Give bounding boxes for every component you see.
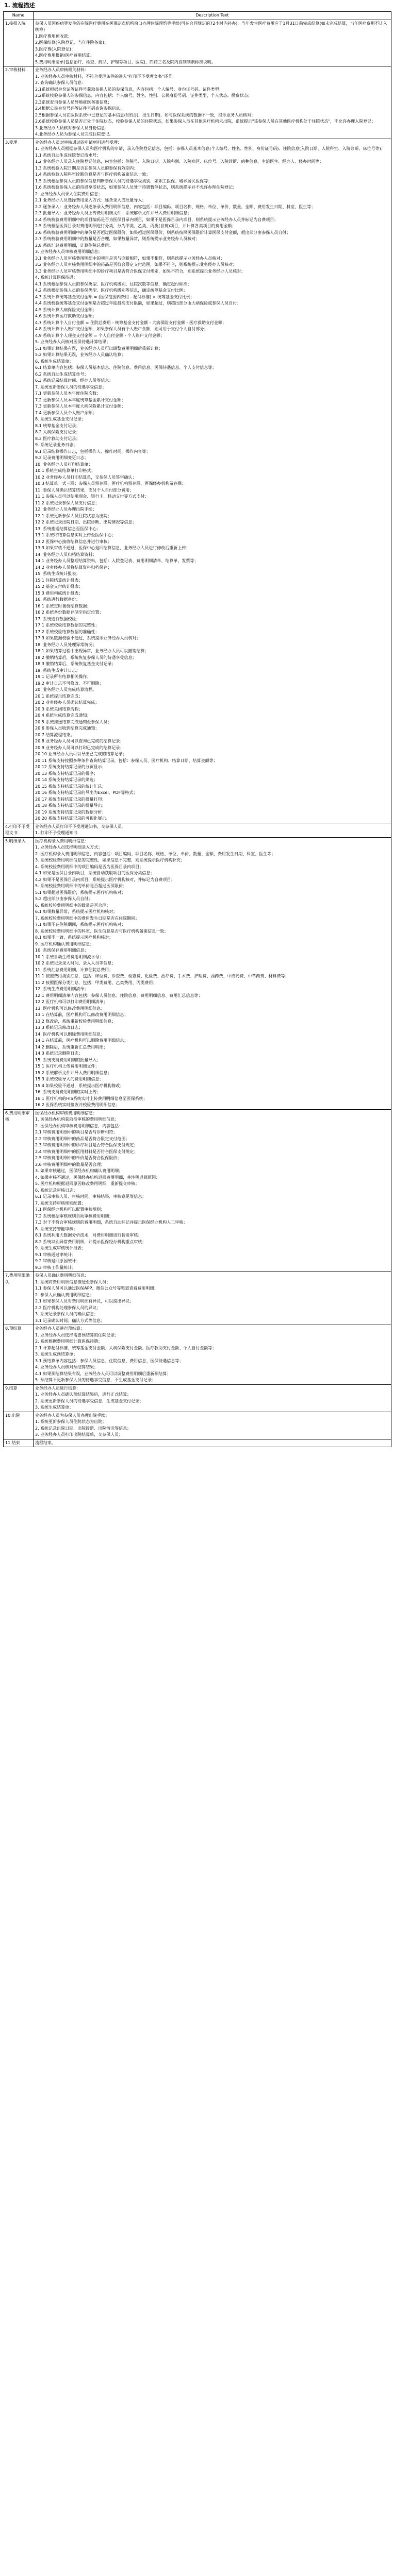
description-line: 15.4 如果校验不通过，系统提示医疗机构修改； bbox=[35, 1083, 124, 1088]
description-line: 12.2 医疗机构可以打印费用明细清单； bbox=[35, 999, 108, 1004]
process-table bbox=[3, 11, 391, 1447]
step-description-cell bbox=[34, 1325, 391, 1385]
description-line: 8.2 系统识别异常费用明细，并提示医保经办机构重点审核； bbox=[35, 1239, 146, 1244]
description-line: 业务经办人员对审核通过的申请材料进行受理： bbox=[35, 140, 122, 145]
description-line: 16.2 系统备份数据存储至指定位置； bbox=[35, 610, 104, 615]
description-line: 19.1 记录所有结算相关操作； bbox=[35, 674, 91, 679]
step-name-cell: 7.费用明细确认 bbox=[4, 1272, 34, 1325]
description-line: 10.2 系统记录录入时间、录入人员等信息； bbox=[35, 961, 116, 965]
description-line: 7. 系统更新参保人员的待遇享受信息； bbox=[35, 384, 107, 389]
step-description-cell bbox=[34, 1412, 391, 1439]
description-line: 9.1 记录结算操作日志，包括操作人、操作时间、操作内容等； bbox=[35, 449, 151, 454]
description-line: 2.1系统根据身份证等证件号获取参保人员的参保信息，内容包括：个人编号、身份证号码、证件类型； bbox=[35, 87, 223, 92]
description-line: 1.4 系统检验入院科室诊断信息是否与医疗机构备案信息一致； bbox=[35, 172, 151, 177]
description-line: 2.4 系统校验费用明细中的项目编码是否为医保目录内项目，如果不是医保目录内项目，则系统提示业务经办人员并标记为自费项目； bbox=[35, 217, 279, 222]
description-line: 5. 业务经办人员核对医保待遇计算结果； bbox=[35, 340, 111, 344]
description-line: 10.3 结算单一式三联：参保人员留存联、医疗机构留存联、医保经办机构留存联； bbox=[35, 481, 186, 486]
description-line: 2.医保结算(入院登记、当年住院备案)； bbox=[35, 40, 108, 45]
description-line: 14.1 在结算前，医疗机构可以删除费用明细信息； bbox=[35, 1038, 128, 1043]
table-row bbox=[4, 1109, 391, 1272]
description-line: 2. 医保经办机构审核费用明细信息，内容包括： bbox=[35, 1123, 123, 1128]
description-line: 18.3 撤销结算后，系统恢复基金支付记录； bbox=[35, 662, 116, 666]
description-line: 8. 系统支持智能审核； bbox=[35, 1226, 78, 1231]
description-line: 8.2 大病保险支付记录； bbox=[35, 430, 80, 434]
description-line: 2.2系统校验参保人的参保信息，内容包括：个人编号、姓名、性别、公民身份号码、证件类型，个人状态、缴费状态； bbox=[35, 93, 252, 98]
description-line: 12.1 系统更新参保人员住院状态为出院； bbox=[35, 513, 112, 518]
description-line: 15.1 医疗机构上传费用明细文件； bbox=[35, 1064, 100, 1069]
description-line: 2.2 审核费用明细中的药品是否符合限定支付范围； bbox=[35, 1136, 130, 1141]
description-line: 7.2 更新参保人员本年度统筹基金累计支付金额； bbox=[35, 397, 126, 402]
description-line: 3. 如果审核通过，医保经办机构确认费用明细； bbox=[35, 1168, 123, 1173]
column-header-description: Description Text bbox=[34, 12, 391, 20]
description-line: 2.1 业务经办人员选择费用录入方式：逐条录入或批量导入； bbox=[35, 198, 146, 202]
description-line: 3.2 业务经办人员审核费用明细中的药品是否符合限定支付范围，如果不符合，则系统提示业务经办人员核对； bbox=[35, 262, 237, 267]
table-row bbox=[4, 1412, 391, 1439]
description-line: 参保人员确认费用明细信息： bbox=[35, 1273, 89, 1278]
description-line: 20.7 结算流程结束。 bbox=[35, 732, 75, 737]
description-line: 4.1 系统根据参保人员的参保类型、医疗机构级别、住院次数等信息，确定起付标准； bbox=[35, 281, 192, 286]
description-line: 1. 系统将费用明细信息推送至参保人员； bbox=[35, 1279, 111, 1284]
description-line: 4.7 系统计算个人自付金额 = 住院总费用 - 统筹基金支付金额 - 大病保险支付金额 - 医疗救助支付金额； bbox=[35, 320, 226, 325]
description-line: 2.3系统查询参保人员异地就医备案信息； bbox=[35, 99, 112, 105]
description-line: 11.1 按照费用类别汇总，包括：床位费、诊查费、检查费、化验费、治疗费、手术费、护理费、西药费、中成药费、中草药费、材料费等； bbox=[35, 974, 289, 978]
description-line: 20.10 业务经办人员可以导出已完成的结算记录； bbox=[35, 752, 127, 756]
step-name-cell: 5.明细录入 bbox=[4, 837, 34, 1109]
description-line: 4.5 系统计算大病保险支付金额； bbox=[35, 307, 97, 312]
description-line: 1.1 参保人员可以通过医保APP、微信公众号等渠道查看费用明细； bbox=[35, 1286, 158, 1291]
description-line: 11. 系统汇总费用明细，计算住院总费用； bbox=[35, 967, 113, 972]
description-line: 20.3 系统关闭结算流程； bbox=[35, 706, 83, 711]
description-line: 16.1 系统定时备份结算数据； bbox=[35, 603, 91, 608]
description-line: 1.医疗费用预收款； bbox=[35, 33, 72, 39]
step-name-cell: 10.出院 bbox=[4, 1412, 34, 1439]
description-line: 3. 系统校验费用明细信息的完整性，如果信息不完整，则系统提示医疗机构补充； bbox=[35, 858, 185, 862]
description-line: 7.1 如果不在住院期间，系统提示医疗机构核对； bbox=[35, 922, 126, 927]
section-heading: 1. 流程描述 bbox=[4, 2, 35, 9]
description-line: 20.8 业务经办人员可以查询已完成的结算记录； bbox=[35, 739, 124, 743]
description-line: 8. 系统生成基金支付记录； bbox=[35, 417, 86, 421]
description-line: 1.6 系统校验参保人员的待遇享受状态，如果参保人员处于待遇暂停状态，则系统提示并不允许办理住院登记； bbox=[35, 185, 237, 190]
step-description-cell bbox=[34, 1109, 391, 1272]
description-line: 1. 打印不予受理通知书 bbox=[35, 831, 78, 835]
table-row bbox=[4, 20, 391, 66]
description-line: 7.3 更新参保人员本年度大病保险累计支付金额； bbox=[35, 404, 126, 409]
description-line: 20.2 业务经办人员确认结算完成； bbox=[35, 700, 100, 705]
description-line: 2.5 系统根据医保目录对费用明细进行分类，分为甲类、乙类、丙类(自费)项目，并计算各类项目的费用金额； bbox=[35, 224, 236, 228]
description-line: 6.1 结算单内容包括：参保人员基本信息、住院信息、费用信息、医保待遇信息、个人支付信息等； bbox=[35, 365, 217, 370]
description-line: 3.业务经办人员核对参保人员身份信息； bbox=[35, 125, 109, 130]
description-line: 2.1 审核费用明细中的项目是否与诊断相符； bbox=[35, 1130, 118, 1134]
description-line: 5.费用明细清单(包括治疗、检查、药品、护理等项目，医院)，四药三名及院内自制制剂标准说明。 bbox=[35, 59, 216, 64]
description-line: 20.20 系统支持结算记录的可视化展示。 bbox=[35, 816, 110, 821]
description-line: 13.1 在结算前，医疗机构可以修改费用明细信息； bbox=[35, 1012, 128, 1017]
description-line: 2.4根据公民身份号码等证件号码查询参保信息； bbox=[35, 106, 124, 111]
description-line: 4.9 系统计算个人现金支付金额 = 个人自付金额 - 个人账户支付金额； bbox=[35, 333, 165, 338]
description-line: 14. 业务经办人员归档结算资料； bbox=[35, 552, 97, 557]
description-line: 3. 业务经办人员审核费用明细信息； bbox=[35, 249, 103, 254]
description-line: 2.5 审核费用明细中的单价是否符合医保限价； bbox=[35, 1156, 122, 1160]
description-line: 2.3 批量导入：业务经办人员上传费用明细文件，系统解析文件并导入费用明细信息； bbox=[35, 211, 192, 215]
description-line: 2. 业务经办人员录入住院费用信息； bbox=[35, 191, 103, 196]
description-line: 1.2 业务经办人员录入住院登记信息，内容包括：住院号、入院日期、入院科别、入院病区、床位号、入院诊断、病种信息、主治医生、经办人、经办时间等； bbox=[35, 159, 324, 164]
description-line: 4.1 如果预结算结果有误，业务经办人员可以调整费用明细后重新预结算； bbox=[35, 1371, 171, 1376]
step-description-cell bbox=[34, 139, 391, 823]
description-line: 5. 系统校验费用明细中的单价是否超过医保限价； bbox=[35, 884, 127, 888]
description-line: 9.2 记录费用明细变更日志； bbox=[35, 455, 89, 460]
description-line: 3. 系统生成结算单； bbox=[35, 1405, 74, 1410]
description-line: 4.医疗费用报销/医疗费用结算； bbox=[35, 53, 94, 58]
description-line: 4. 系统计算医保待遇； bbox=[35, 275, 78, 280]
description-line: 20.9 业务经办人员可以打印已完成的结算记录； bbox=[35, 745, 124, 750]
description-line: 8. 系统校验费用明细中的科室、医生信息是否与医疗机构备案信息一致； bbox=[35, 928, 169, 934]
description-line: 15.2 系统解析文件并导入费用明细信息； bbox=[35, 1070, 112, 1075]
description-line: 2.6 系统校验费用明细中的单价是否超过医保限价，如果超过医保限价，则系统按照医保限价计算医保支付金额，超出部分由参保人员自付； bbox=[35, 230, 291, 235]
table-row bbox=[4, 823, 391, 837]
description-line: 3. 业务经办人员打印出院结算单，交参保人员； bbox=[35, 1432, 123, 1437]
description-line: 12.1 费用明细清单内容包括：参保人员信息、住院信息、费用明细信息、费用汇总信息等； bbox=[35, 993, 203, 998]
description-line: 2.5根据参保人员在医保系统中已登记的基本信息(如性别、出生日期)，如与医保系统的数据不一致，提示业务人员核对； bbox=[35, 112, 255, 117]
description-line: 2.6系统校验参保人员是否正处于住院状态，校验参保人员的住院状态，如果参保人员在其他医疗机构未出院，系统提示"该参保人员在其他医疗机构处于住院状态"，不允许办理入院登记； bbox=[35, 119, 376, 124]
description-line: 5.2 超出部分由参保人员自付； bbox=[35, 896, 93, 901]
description-line: 业务经办人员进行预结算： bbox=[35, 1326, 85, 1331]
description-line: 17. 系统进行数据校验； bbox=[35, 616, 80, 621]
step-description-cell bbox=[34, 20, 391, 66]
description-line: 13.3 系统记录修改日志； bbox=[35, 1025, 83, 1030]
description-line: 20.13 系统支持结算记录的排序； bbox=[35, 771, 98, 776]
description-line: 16.2 医保系统实时接收并校验费用明细信息； bbox=[35, 1103, 120, 1107]
description-line: 8.1 系统利用大数据分析技术，对费用明细进行智能审核； bbox=[35, 1233, 142, 1238]
description-line: 4.2 系统根据参保人员的参保类型、医疗机构级别等信息，确定统筹基金支付比例； bbox=[35, 288, 188, 293]
description-line: 15.1 住院结算统计报表； bbox=[35, 578, 83, 583]
description-line: 10.2 业务经办人员打印结算单，交参保人员签字确认； bbox=[35, 474, 137, 480]
step-name-cell: 4.打印不予受理文书 bbox=[4, 823, 34, 837]
description-line: 2. 系统更新参保人员的待遇享受信息，生成基金支付记录； bbox=[35, 1398, 144, 1403]
description-line: 7. 系统支持审核规则配置； bbox=[35, 1200, 86, 1206]
description-line: 5. 医疗机构根据退回原因修改费用明细，重新提交审核； bbox=[35, 1181, 140, 1186]
table-row bbox=[4, 1439, 391, 1447]
description-line: 6. 系统记录审核日志； bbox=[35, 1188, 78, 1193]
description-line: 12.2 系统记录出院日期、出院诊断、出院情况等信息； bbox=[35, 520, 137, 524]
description-line: 20.12 系统支持结算记录的分页显示； bbox=[35, 765, 106, 769]
description-line: 3.医疗费(入院登记)； bbox=[35, 46, 75, 52]
description-line: 1.5 系统根据参保人员的参保信息判断参保人员的待遇享受类别，如职工医保、城乡居民医保等； bbox=[35, 178, 212, 183]
table-row bbox=[4, 66, 391, 139]
description-line: 1. 业务经办人员确认预结算结果后，进行正式结算； bbox=[35, 1392, 132, 1397]
description-line: 2.7 系统校验费用明细中的数量是否合理，如果数量异常，则系统提示业务经办人员核对； bbox=[35, 236, 200, 241]
description-line: 8.1 统筹基金支付记录； bbox=[35, 423, 80, 428]
description-line: 4.业务经办人员为参保人员完成住院登记。 bbox=[35, 132, 113, 137]
description-line: 1. 医保经办机构获取待审核的费用明细信息； bbox=[35, 1117, 119, 1122]
description-line: 6.1 如果数量异常，系统提示医疗机构核对； bbox=[35, 909, 118, 914]
description-line: 18.1 如果结算过程中出现异常，业务经办人员可以撤销结算； bbox=[35, 649, 149, 653]
description-line: 7.3 对于不符合审核规则的费用明细，系统自动标记并提示医保经办机构人工审核； bbox=[35, 1220, 188, 1225]
description-line: 5.1 如果计算结果有误，业务经办人员可以调整费用明细后重新计算； bbox=[35, 346, 163, 351]
description-line: 2.3 审核费用明细中的诊疗项目是否符合医保支付规定； bbox=[35, 1143, 138, 1147]
description-line: 4.8 系统计算个人账户支付金额，如果参保人员有个人账户余额，则可用于支付个人自付部分； bbox=[35, 327, 208, 331]
description-line: 1. 系统更新参保人员住院状态为出院； bbox=[35, 1419, 107, 1424]
description-line: 7.1 更新参保人员本年度住院次数； bbox=[35, 391, 101, 396]
description-line: 12. 业务经办人员办理出院手续； bbox=[35, 507, 97, 512]
description-line: 4.3 系统计算统筹基金支付金额 = (医保范围内费用 - 起付标准) × 统筹基金支付比例； bbox=[35, 294, 195, 299]
description-line: 20.1 系统提示结算完成； bbox=[35, 693, 83, 699]
description-line: 流程结束。 bbox=[35, 1440, 56, 1445]
description-line: 13. 医疗机构可以修改费用明细信息； bbox=[35, 1006, 105, 1011]
description-line: 19. 系统生成审计日志； bbox=[35, 668, 80, 673]
description-line: 20.6 参保人员收到结算完成通知； bbox=[35, 726, 100, 731]
description-line: 2.2 医疗机构处理参保人员的异议； bbox=[35, 1305, 101, 1310]
description-line: 参保人员因疾病等发生的在院医疗费用在医保定点机构窗口办理住院预约等手续(可在合同规定的72小时内补办)，当年发生医疗费用应于1月31日前完成结算(如未完成结算，当年医疗费用不计入统筹) bbox=[35, 21, 387, 32]
description-line: 10. 业务经办人员打印结算单； bbox=[35, 462, 93, 467]
description-line: 13. 系统推送结算信息至医保中心； bbox=[35, 526, 101, 531]
description-line: 4.6 系统计算医疗救助支付金额； bbox=[35, 314, 97, 318]
description-line: 9. 医疗机构确认费用明细信息； bbox=[35, 941, 94, 946]
description-line: 2.2 逐条录入：业务经办人员逐条录入费用明细信息，内容包括：项目编码、项目名称、规格、单位、单价、数量、金额、费用发生日期、科室、医生等； bbox=[35, 204, 316, 209]
description-line: 19.2 审计日志不可修改、不可删除； bbox=[35, 681, 104, 686]
description-line: 6.2 系统自动生成结算单号； bbox=[35, 371, 89, 377]
step-description-cell bbox=[34, 66, 391, 139]
description-line: 13.2 修改后，系统重新校验费用明细信息； bbox=[35, 1019, 116, 1024]
description-line: 11.1 参保人员可以使用现金、银行卡、移动支付等方式支付； bbox=[35, 494, 149, 499]
table-row bbox=[4, 1325, 391, 1385]
description-line: 2. 系统根据费用明细计算医保待遇； bbox=[35, 1339, 103, 1344]
description-line: 2. 查询确认参保人员信息： bbox=[35, 80, 86, 85]
description-line: 14. 医疗机构可以删除费用明细信息； bbox=[35, 1031, 105, 1037]
description-line: 9.3 审核工作量统计； bbox=[35, 1265, 76, 1270]
description-line: 15.3 系统校验导入的费用明细信息； bbox=[35, 1077, 104, 1081]
description-line: 8.3 医疗救助支付记录； bbox=[35, 436, 80, 441]
step-name-cell: 11.结束 bbox=[4, 1439, 34, 1447]
description-line: 4.1 如果是医保目录内项目，系统自动获取项目的医保分类信息； bbox=[35, 871, 155, 875]
table-row bbox=[4, 139, 391, 823]
description-line: 1. 业务经办人员审核材料，不符合受理条件的进入"打印不予受理文书"环节； bbox=[35, 74, 176, 79]
description-line: 6.3 系统记录结算时间、经办人员等信息； bbox=[35, 378, 113, 383]
description-line: 14.2 业务经办人员将结算资料归档保存； bbox=[35, 565, 112, 570]
description-line: 业务经办人员进行结算： bbox=[35, 1385, 80, 1391]
description-line: 16.1 医疗机构的HIS系统实时上传费用明细信息至医保系统； bbox=[35, 1096, 148, 1101]
description-line: 20.17 系统支持结算记录的批量打印； bbox=[35, 796, 106, 802]
description-line: 10. 系统保存费用明细信息； bbox=[35, 948, 89, 953]
description-line: 4.4 系统校验统筹基金支付金额是否超过年度最高支付限额，如果超过，则超出部分由大病保险或参保人员自付； bbox=[35, 301, 241, 306]
description-line: 20.18 系统支持结算记录的批量导出； bbox=[35, 803, 106, 808]
description-line: 8.1 如果不一致，系统提示医疗机构核对； bbox=[35, 935, 113, 940]
description-line: 2.8 系统汇总费用明细，计算住院总费用； bbox=[35, 243, 113, 248]
description-line: 11.2 系统记录参保人员支付信息； bbox=[35, 500, 100, 505]
description-line: 5.2 如果计算结果无误，业务经办人员确认结算； bbox=[35, 352, 126, 357]
step-description-cell bbox=[34, 837, 391, 1109]
description-line: 3. 系统记录参保人员的确认信息； bbox=[35, 1312, 99, 1316]
description-line: 16. 系统支持费用明细的实时上传； bbox=[35, 1090, 101, 1094]
description-line: 2.6 审核费用明细中的数量是否合理； bbox=[35, 1162, 105, 1167]
description-line: 6. 系统生成结算单； bbox=[35, 359, 74, 364]
table-row bbox=[4, 1272, 391, 1325]
description-line: 5.1 如果超过医保限价，系统提示医疗机构核对； bbox=[35, 890, 126, 895]
description-line: 5. 预结算不更新参保人员的待遇享受信息，不生成基金支付记录； bbox=[35, 1378, 156, 1382]
description-line: 业务经办人员审核相关材料： bbox=[35, 67, 89, 72]
description-line: 2.1 如果参保人员对费用明细有异议，可以提出异议； bbox=[35, 1299, 134, 1303]
description-line: 15.3 费用构成统计报表； bbox=[35, 590, 83, 596]
description-line: 2.4 审核费用明细中的医用材料是否符合医保支付规定； bbox=[35, 1149, 138, 1154]
step-name-cell: 6.费用明细审核 bbox=[4, 1109, 34, 1272]
description-line: 9.2 审核退回原因统计； bbox=[35, 1259, 80, 1263]
description-line: 14.3 系统记录删除日志； bbox=[35, 1051, 83, 1056]
description-line: 9. 系统生成审核统计报表； bbox=[35, 1246, 86, 1250]
step-description-cell bbox=[34, 1272, 391, 1325]
table-row bbox=[4, 837, 391, 1109]
description-line: 业务经办人员为参保人员办理出院手续： bbox=[35, 1413, 109, 1418]
description-line: 3.1 记录确认时间、确认方式等信息； bbox=[35, 1318, 105, 1323]
description-line: 20.15 系统支持结算记录的统计汇总； bbox=[35, 784, 106, 789]
description-line: 20.14 系统支持结算记录的筛选； bbox=[35, 777, 98, 782]
description-line: 1. 业务经办人员选择明细录入方式； bbox=[35, 845, 103, 850]
description-line: 18.2 撤销结算后，系统恢复参保人员的待遇享受信息； bbox=[35, 655, 137, 660]
description-line: 20. 业务经办人员完成结算流程。 bbox=[35, 687, 97, 692]
description-line: 医疗机构录入费用明细信息： bbox=[35, 838, 89, 843]
description-line: 15. 系统支持费用明细的批量导入； bbox=[35, 1057, 101, 1062]
description-line: 4. 系统校验费用明细中的项目编码是否为医保目录内项目； bbox=[35, 864, 144, 869]
description-line: 3. 系统生成预结算单； bbox=[35, 1352, 78, 1357]
table-header-row bbox=[4, 12, 391, 20]
description-line: 3.1 业务经办人员审核费用明细中的项目是否与诊断相符，如果不相符，则系统提示业务经办人员核对； bbox=[35, 256, 225, 261]
step-name-cell: 8.预结算 bbox=[4, 1325, 34, 1385]
description-line: 1. 业务经办人员选择需要预结算的住院记录； bbox=[35, 1332, 119, 1337]
description-line: 17.2 系统校验结算数据的准确性； bbox=[35, 629, 100, 634]
description-line: 6. 系统校验费用明细中的数量是否合理； bbox=[35, 903, 111, 908]
step-description-cell bbox=[34, 1384, 391, 1412]
description-line: 4. 业务经办人员核对预结算结果； bbox=[35, 1365, 99, 1369]
table-row bbox=[4, 1384, 391, 1412]
description-line: 11.2 按照医保分类汇总，包括：甲类费用、乙类费用、丙类费用； bbox=[35, 980, 157, 985]
step-description-cell bbox=[34, 1439, 391, 1447]
description-line: 20.11 系统支持按照多种条件查询结算记录，包括：参保人员、医疗机构、结算日期、结算金额等； bbox=[35, 758, 218, 763]
description-line: 12. 系统生成费用明细清单； bbox=[35, 987, 89, 991]
description-line: 14.1 业务经办人员整理结算资料，包括：入院登记表、费用明细清单、结算单、发票等； bbox=[35, 558, 199, 563]
description-line: 医保经办机构审核费用明细信息： bbox=[35, 1110, 97, 1115]
description-line: 业务经办人员打印不予受理通知书，交参保人员。 bbox=[35, 824, 126, 829]
step-description-cell bbox=[34, 823, 391, 837]
description-line: 17.3 如果数据校验不通过，系统提示业务经办人员核对； bbox=[35, 636, 141, 640]
description-line: 7.2 系统根据审核规则自动审核费用明细； bbox=[35, 1213, 113, 1218]
description-line: 15.2 基金支付统计报表； bbox=[35, 584, 83, 589]
description-line: 20.4 系统生成结算完成通知； bbox=[35, 713, 91, 718]
description-line: 2. 参保人员确认费用明细信息； bbox=[35, 1292, 94, 1297]
description-line: 2. 系统记录出院日期、出院诊断、出院情况等信息； bbox=[35, 1426, 132, 1431]
description-line: 7.4 更新参保人员个人账户余额； bbox=[35, 410, 97, 415]
description-line: 4.2 如果不是医保目录内项目，系统提示医疗机构核对，并标记为自费项目； bbox=[35, 877, 175, 882]
description-line: 1. 业务经办人员根据参保人员和医疗机构的申请，录入住院登记信息，包括：参保人员基本信息(个人编号、姓名、性别、身份证号码)、住院信息(入院日期、入院科室、入院诊断、床位号等)； bbox=[35, 146, 385, 151]
description-line: 7. 系统校验费用明细中的费用发生日期是否在住院期间； bbox=[35, 916, 140, 921]
description-line: 13.1 系统将结算信息实时上传至医保中心； bbox=[35, 533, 116, 537]
description-line: 6.1 记录审核人员、审核时间、审核结果、审核意见等信息； bbox=[35, 1194, 146, 1199]
description-line: 3.3 业务经办人员审核费用明细中的诊疗项目是否符合医保支付规定，如果不符合，则系统提示业务经办人员核对； bbox=[35, 268, 245, 274]
description-line: 10.1 系统生成结算单打印格式； bbox=[35, 468, 95, 473]
step-name-cell: 2.审核材料 bbox=[4, 66, 34, 139]
description-line: 14.2 删除后，系统重新汇总费用明细； bbox=[35, 1044, 108, 1049]
description-line: 4. 如果审核不通过，医保经办机构退回费用明细，并注明退回原因； bbox=[35, 1175, 160, 1180]
description-line: 2.1 计算起付标准、统筹基金支付金额、大病保险支付金额、医疗救助支付金额、个人自付金额等； bbox=[35, 1345, 217, 1350]
description-line: 1.1 系统自动生成住院登记流水号； bbox=[35, 152, 101, 158]
description-line: 1.3 系统校验入院日期是否在参保人员的参保有效期内； bbox=[35, 165, 138, 171]
step-name-cell: 9.结算 bbox=[4, 1384, 34, 1412]
description-line: 15. 系统生成统计报表； bbox=[35, 571, 80, 576]
step-name-cell: 3.受理 bbox=[4, 139, 34, 823]
description-line: 7.1 医保经办机构可以配置审核规则； bbox=[35, 1207, 105, 1212]
description-line: 10.1 系统自动生成费用明细流水号； bbox=[35, 954, 104, 959]
column-header-name: Name bbox=[4, 12, 34, 20]
description-line: 13.3 如果审核不通过，医保中心退回结算信息，业务经办人员进行修改后重新上传； bbox=[35, 546, 190, 550]
description-line: 20.19 系统支持结算记录的数据分析； bbox=[35, 809, 106, 815]
description-line: 17.1 系统校验结算数据的完整性； bbox=[35, 623, 100, 628]
description-line: 2. 医疗机构录入费用明细信息，内容包括：项目编码、项目名称、规格、单位、单价、数量、金额、费用发生日期、科室、医生等； bbox=[35, 851, 276, 856]
description-line: 16. 系统进行数据备份； bbox=[35, 597, 80, 602]
description-line: 9.1 审核通过率统计； bbox=[35, 1252, 76, 1257]
description-line: 18. 业务经办人员处理异常情况； bbox=[35, 642, 97, 647]
description-line: 3.1 预结算单内容包括：参保人员信息、住院信息、费用信息、医保待遇信息等； bbox=[35, 1358, 184, 1363]
description-line: 9. 系统记录业务日志； bbox=[35, 443, 78, 447]
description-line: 11. 参保人员确认结算结果，支付个人自付部分费用； bbox=[35, 487, 134, 493]
description-line: 20.5 系统推送结算完成通知至参保人员； bbox=[35, 719, 112, 724]
step-name-cell: 1.接报入院 bbox=[4, 20, 34, 66]
description-line: 20.16 系统支持结算记录的导出为Excel、PDF等格式； bbox=[35, 790, 138, 795]
description-line: 13.2 医保中心接收结算信息并进行审核； bbox=[35, 539, 112, 544]
